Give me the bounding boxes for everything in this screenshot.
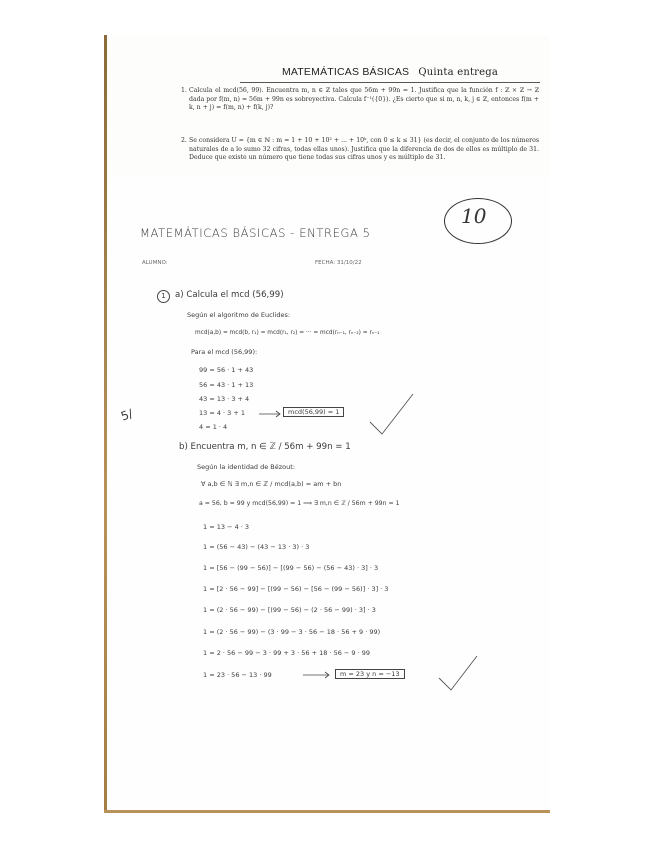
mcd-result-box: mcd(56,99) = 1 xyxy=(283,407,344,417)
printed-subtitle: Quinta entrega xyxy=(418,67,499,78)
bezout-step-4: 1 = [2 · 56 − 99] − [(99 − 56) − [56 − (99 − 56)] · 3] · 3 xyxy=(203,585,389,593)
euclid-step-1: 99 = 56 · 1 + 43 xyxy=(199,366,254,374)
euclid-step-4: 13 = 4 · 3 + 1 xyxy=(199,409,246,417)
bezout-step-8: 1 = 23 · 56 − 13 · 99 xyxy=(203,671,272,679)
part-a-heading: a) Calcula el mcd (56,99) xyxy=(175,290,284,300)
date-label: FECHA: 31/10/22 xyxy=(315,260,362,266)
problem-2 xyxy=(181,137,539,163)
handwritten-answer-sheet xyxy=(107,178,549,810)
part-b-heading: b) Encuentra m, n ∈ ℤ / 56m + 99n = 1 xyxy=(179,442,351,452)
check-mark-b xyxy=(439,656,477,690)
bezout-step-7: 1 = 2 · 56 − 99 − 3 · 99 + 3 · 56 + 18 · 56 − 9 · 99 xyxy=(203,649,371,657)
euclid-step-2: 56 = 43 · 1 + 13 xyxy=(199,381,254,389)
title-rule xyxy=(240,82,540,83)
pen-marks xyxy=(107,178,549,810)
question-1-circle: 1 xyxy=(157,290,170,303)
para-mcd: Para el mcd (56,99): xyxy=(191,348,258,356)
page-bottom-edge xyxy=(104,810,550,813)
bezout-intro: Según la identidad de Bézout: xyxy=(197,463,296,471)
euclid-step-5: 4 = 1 · 4 xyxy=(199,423,228,431)
printed-title-text: MATEMÁTICAS BÁSICAS xyxy=(281,66,410,78)
problem-2-text: Se considera U = {m ∈ ℕ : m = 1 + 10 + 10² + ... + 10ᵏ, con 0 ≤ k ≤ 31} (es decir, el conjunto de los números naturales de a lo sumo 32 cifras, todas ellas unos). Justifica que la diferencia de dos de ellos es múltiplo de 31. Deduce que existe un número que tiene todas sus cifras unos y es múltiplo de 31. xyxy=(189,137,539,162)
bezout-step-5: 1 = (2 · 56 − 99) − [(99 − 56) − (2 · 56 − 99) · 3] · 3 xyxy=(203,606,376,614)
problem-1-number: 1. xyxy=(181,87,187,94)
euclid-intro: Según el algoritmo de Euclides: xyxy=(187,311,291,319)
euclid-formula: mcd(a,b) = mcd(b, r₁) = mcd(r₁, r₂) = ··· = mcd(rₙ₋₁, rₙ₋₂) = rₙ₋₁ xyxy=(195,330,380,336)
printed-title xyxy=(237,66,543,78)
printed-problem-sheet xyxy=(107,36,549,178)
problem-1-text: Calcula el mcd(56, 99). Encuentra m, n ∈ ℤ tales que 56m + 99n = 1. Justifica que la función f : ℤ × ℤ → ℤ dada por f(m, n) = 56m + 99n es sobreyectiva. Calcula f⁻¹({0}). ¿Es cierto que si m, n, k, j ∈ ℤ, entonces f(m + k, n + j) = f(m, n) + f(k, j)? xyxy=(189,87,539,112)
problem-2-number: 2. xyxy=(181,137,187,144)
final-result-box: m = 23 y n = −13 xyxy=(335,669,405,679)
bezout-step-1: 1 = 13 − 4 · 3 xyxy=(203,523,250,531)
bezout-step-3: 1 = [56 − (99 − 56)] − [(99 − 56) − (56 − 43) · 3] · 3 xyxy=(203,564,379,572)
answer-title: MATEMÁTICAS BÁSICAS - ENTREGA 5 xyxy=(140,226,371,240)
bezout-formula: ∀ a,b ∈ ℕ ∃ m,n ∈ ℤ / mcd(a,b) = am + bn xyxy=(201,480,342,488)
bezout-step-6: 1 = (2 · 56 − 99) − (3 · 99 − 3 · 56 − 18 · 56 + 9 · 99) xyxy=(203,628,381,636)
euclid-step-3: 43 = 13 · 3 + 4 xyxy=(199,395,250,403)
problem-1 xyxy=(181,87,539,113)
grade-value: 10 xyxy=(461,204,487,228)
bezout-application: a = 56, b = 99 y mcd(56,99) = 1 ⟹ ∃ m,n ∈ ℤ / 56m + 99n = 1 xyxy=(199,500,400,507)
bezout-step-2: 1 = (56 − 43) − (43 − 13 · 3) · 3 xyxy=(203,543,310,551)
student-label: ALUMNO: xyxy=(142,260,168,266)
check-mark-a xyxy=(370,394,413,434)
margin-score-mark: 5/ xyxy=(118,406,135,424)
